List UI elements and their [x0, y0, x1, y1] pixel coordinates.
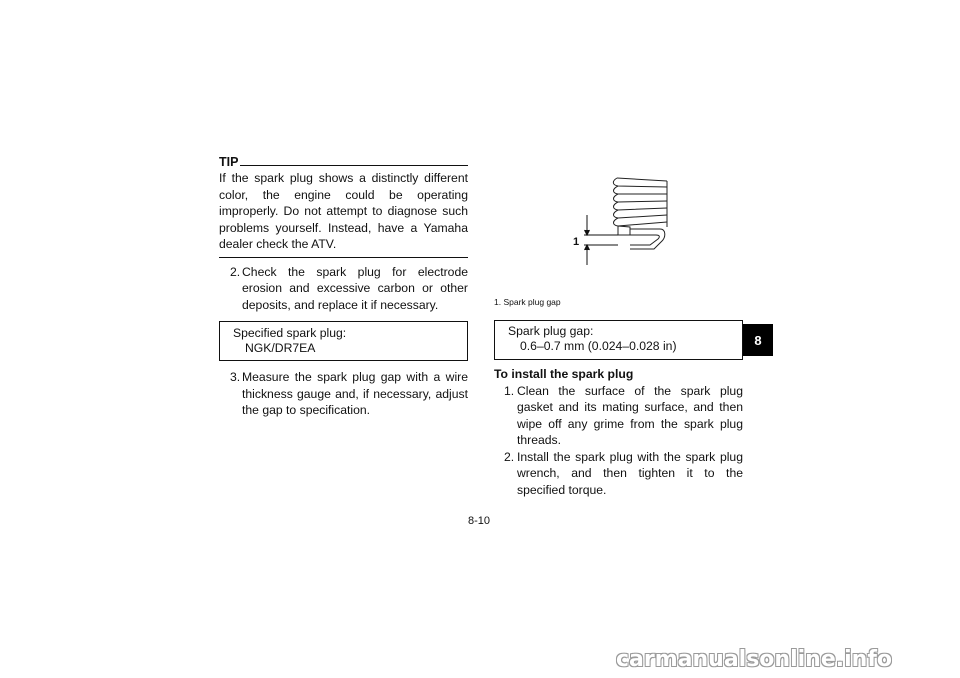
- figure-callout: 1: [573, 236, 580, 248]
- step-number: 2.: [504, 449, 515, 464]
- install-step-2: [494, 449, 743, 499]
- step-text: Install the spark plug with the spark plug wrench, and then tighten it to the specified torque.: [517, 449, 743, 497]
- gap-spec-box: [494, 320, 743, 360]
- right-column: [494, 154, 743, 498]
- spec-value: NGK/DR7EA: [245, 341, 316, 355]
- step-text: Measure the spark plug gap with a wire thickness gauge and, if necessary, adjust the gap to specification.: [242, 370, 468, 417]
- tip-text: If the spark plug shows a distinctly different color, the engine could be operating improperly. Do not attempt to diagnose such problems yourself. Instead, have a Yamaha dealer check the ATV.: [219, 171, 468, 251]
- spec-value: 0.6–0.7 mm (0.024–0.028 in): [520, 339, 677, 353]
- spec-label: Spark plug gap:: [508, 324, 594, 338]
- install-step-1: [494, 383, 743, 449]
- tip-end-rule: [219, 257, 468, 258]
- chapter-tab: 8: [743, 324, 773, 356]
- step-2: [219, 264, 468, 314]
- tip-rule: [240, 165, 468, 166]
- figure-caption: 1. Spark plug gap: [494, 297, 561, 307]
- left-column: [219, 154, 468, 419]
- step-text: Check the spark plug for electrode erosion and excessive carbon or other deposits, and replace it if necessary.: [242, 264, 468, 312]
- step-number: 3.: [230, 370, 241, 384]
- page-number: 8-10: [468, 515, 491, 527]
- spec-label: Specified spark plug:: [233, 326, 347, 340]
- install-heading: To install the spark plug: [494, 367, 634, 381]
- step-text: Clean the surface of the spark plug gasket and its mating surface, and then wipe off any grime from the spark plug threads.: [517, 383, 743, 447]
- spark-plug-spec-box: [219, 321, 468, 361]
- tip-header: [219, 154, 468, 168]
- tip-label: TIP: [219, 155, 239, 169]
- step-number: 2.: [230, 264, 241, 279]
- figure-spacer: [494, 154, 743, 297]
- step-3: [219, 369, 468, 419]
- watermark: carmanualsonline.info: [616, 647, 892, 672]
- step-number: 1.: [504, 383, 515, 398]
